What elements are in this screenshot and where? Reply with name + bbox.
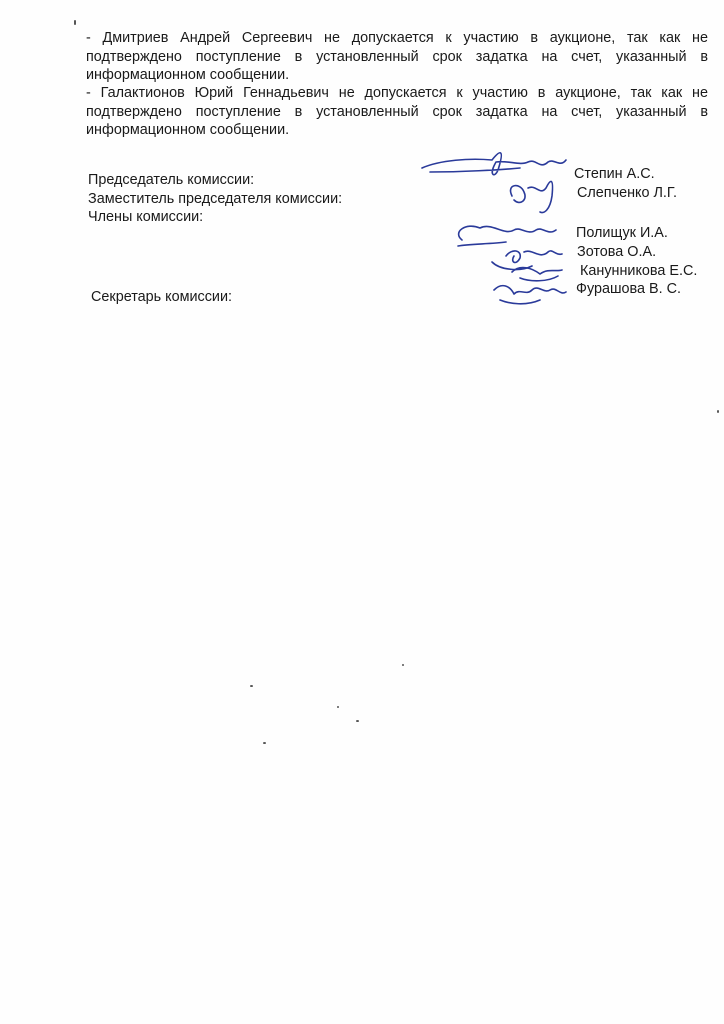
role-secretary-label: Секретарь комиссии: xyxy=(91,289,233,305)
scan-speck xyxy=(356,720,359,722)
signature-secretary xyxy=(494,286,566,304)
name-member-1: Полищук И.А. xyxy=(576,225,668,241)
signature-deputy xyxy=(511,181,553,212)
role-chairman-label: Председатель комиссии: xyxy=(88,172,255,188)
role-deputy-label: Заместитель председателя комиссии: xyxy=(88,191,343,207)
scan-speck xyxy=(402,664,404,666)
paragraph-galaktionov: - Галактионов Юрий Геннадьевич не допускается к участию в аукционе, так как не подтверждено поступление в установленный срок задатка на счет, указанный в информационном сообщении. xyxy=(86,85,708,138)
scan-speck xyxy=(717,410,719,413)
scan-speck xyxy=(250,685,253,687)
scan-speck xyxy=(337,706,339,708)
name-member-2: Зотова О.А. xyxy=(577,244,657,260)
signature-member-3 xyxy=(512,268,562,281)
signature-member-1 xyxy=(458,226,556,246)
role-members-label: Члены комиссии: xyxy=(88,209,204,225)
name-member-3: Канунникова Е.С. xyxy=(580,263,698,279)
name-secretary: Фурашова В. С. xyxy=(576,281,681,297)
scan-speck xyxy=(74,20,76,25)
signature-chairman xyxy=(422,153,566,175)
name-deputy: Слепченко Л.Г. xyxy=(577,185,677,201)
signature-member-2 xyxy=(492,251,562,270)
paragraph-dmitriev: - Дмитриев Андрей Сергеевич не допускается к участию в аукционе, так как не подтверждено поступление в установленный срок задатка на счет, указанный в информационном сообщении. xyxy=(86,30,708,83)
name-chairman: Степин А.С. xyxy=(574,166,655,182)
scan-speck xyxy=(263,742,266,744)
